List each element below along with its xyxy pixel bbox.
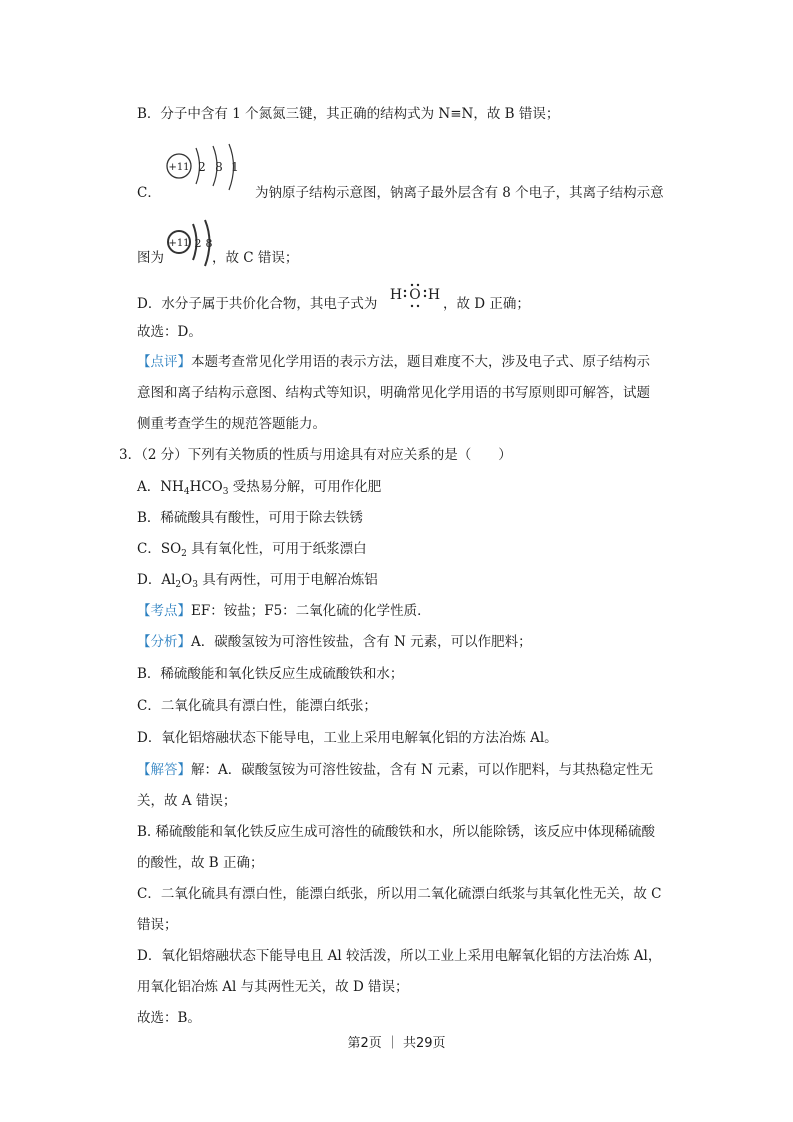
answer-d-suffix: ，故 D 正确； (443, 296, 530, 312)
jieda-line-8: 用氧化铝冶炼 Al 与其两性无关，故 D 错误； (137, 979, 409, 995)
water-o: O (409, 287, 421, 303)
electron-dot (417, 305, 419, 307)
jieda-line-1 (137, 760, 653, 780)
jieda-text-1: 解：A．碳酸氢铵为可溶性铵盐，含有 N 元素，可以作肥料，与其热稳定性无 (191, 762, 654, 778)
ion-nucleus-label: +11 (168, 238, 190, 249)
question-3: 3．（2 分）下列有关物质的性质与用途具有对应关系的是（ ） (119, 447, 512, 463)
electron-dot (411, 305, 413, 307)
option-a: A．$NH_4HCO_3$ 受热易分解，可用作化肥 (137, 479, 382, 497)
fenxi-tag: 【分析】 (137, 634, 191, 650)
kaodian-tag: 【考点】 (137, 603, 191, 619)
choose-d: 故选：D。 (137, 324, 202, 340)
jieda-tag: 【解答】 (137, 762, 191, 778)
answer-d-prefix: D．水分子属于共价化合物，其电子式为 (137, 296, 378, 312)
answer-c2-prefix: 图为 (137, 250, 164, 266)
fenxi-line-b: B．稀硫酸能和氧化铁反应生成硫酸铁和水； (137, 666, 404, 682)
electron-dot (424, 290, 426, 292)
electron-dot (404, 290, 406, 292)
jieda-line-2: 关，故 A 错误； (137, 793, 237, 809)
comment-text-1: 本题考查常见化学用语的表示方法，题目难度不大，涉及电子式、原子结构示 (191, 354, 650, 370)
atom-shell-count-3: 1 (231, 160, 239, 174)
comment-tag: 【点评】 (137, 354, 191, 370)
jieda-line-6: 错误； (137, 917, 178, 933)
atom-nucleus-label: +11 (168, 162, 190, 173)
choose-b: 故选：B。 (137, 1010, 201, 1026)
water-electron-formula (389, 282, 441, 312)
option-d: D．$Al_2O_3$ 具有两性，可用于电解冶炼铝 (137, 572, 378, 590)
option-c: C．$SO_2$ 具有氧化性，可用于纸浆漂白 (137, 541, 367, 559)
comment-line-2: 意图和离子结构示意图、结构式等知识，明确常见化学用语的书写原则即可解答，试题 (137, 385, 650, 401)
jieda-line-7: D．氧化铝熔融状态下能导电且 Al 较活泼，所以工业上采用电解氧化铝的方法冶炼 Al， (137, 948, 662, 964)
water-h-left: H (389, 287, 403, 303)
fenxi-line-c: C．二氧化硫具有漂白性，能漂白纸张； (137, 698, 377, 714)
electron-dot (411, 284, 413, 286)
answer-c-label: C． (137, 185, 161, 201)
electron-dot (404, 295, 406, 297)
atom-shell-count-2: 8 (215, 160, 223, 174)
fenxi-line-a (137, 632, 532, 652)
atom-shell-count-1: 2 (198, 160, 206, 174)
kaodian-line (137, 601, 431, 621)
water-h-right: H (427, 287, 441, 303)
fenxi-text-a: A．碳酸氢铵为可溶性铵盐，含有 N 元素，可以作肥料； (191, 634, 532, 650)
answer-b-structure: B．分子中含有 1 个氮氮三键，其正确的结构式为 N≡N，故 B 错误； (137, 106, 560, 122)
jieda-line-4: 的酸性，故 B 正确； (137, 855, 264, 871)
answer-c2-suffix: ，故 C 错误； (212, 250, 299, 266)
option-b: B．稀硫酸具有酸性，可用于除去铁锈 (137, 510, 363, 526)
jieda-line-5: C．二氧化硫具有漂白性，能漂白纸张，所以用二氧化硫漂白纸浆与其氧化性无关，故 C (137, 886, 662, 902)
comment-line-1 (137, 352, 650, 372)
jieda-line-3: B. 稀硫酸能和氧化铁反应生成可溶性的硫酸铁和水，所以能除锈，该反应中体现稀硫酸 (137, 824, 656, 840)
fenxi-line-d: D．氧化铝熔融状态下能导电，工业上采用电解氧化铝的方法冶炼 Al。 (137, 730, 558, 746)
ion-shell-count-2: 8 (205, 237, 213, 250)
sodium-atom-diagram (163, 140, 243, 200)
electron-dot (417, 284, 419, 286)
kaodian-text: EF：铵盐；F5：二氧化硫的化学性质． (191, 603, 431, 619)
ion-shell-count-1: 2 (194, 237, 202, 250)
page-footer: 第2页 ｜ 共29页 (347, 1036, 446, 1051)
comment-line-3: 侧重考查学生的规范答题能力。 (137, 416, 326, 432)
answer-c-text: 为钠原子结构示意图，钠离子最外层含有 8 个电子，其离子结构示意 (255, 185, 664, 201)
electron-dot (424, 295, 426, 297)
